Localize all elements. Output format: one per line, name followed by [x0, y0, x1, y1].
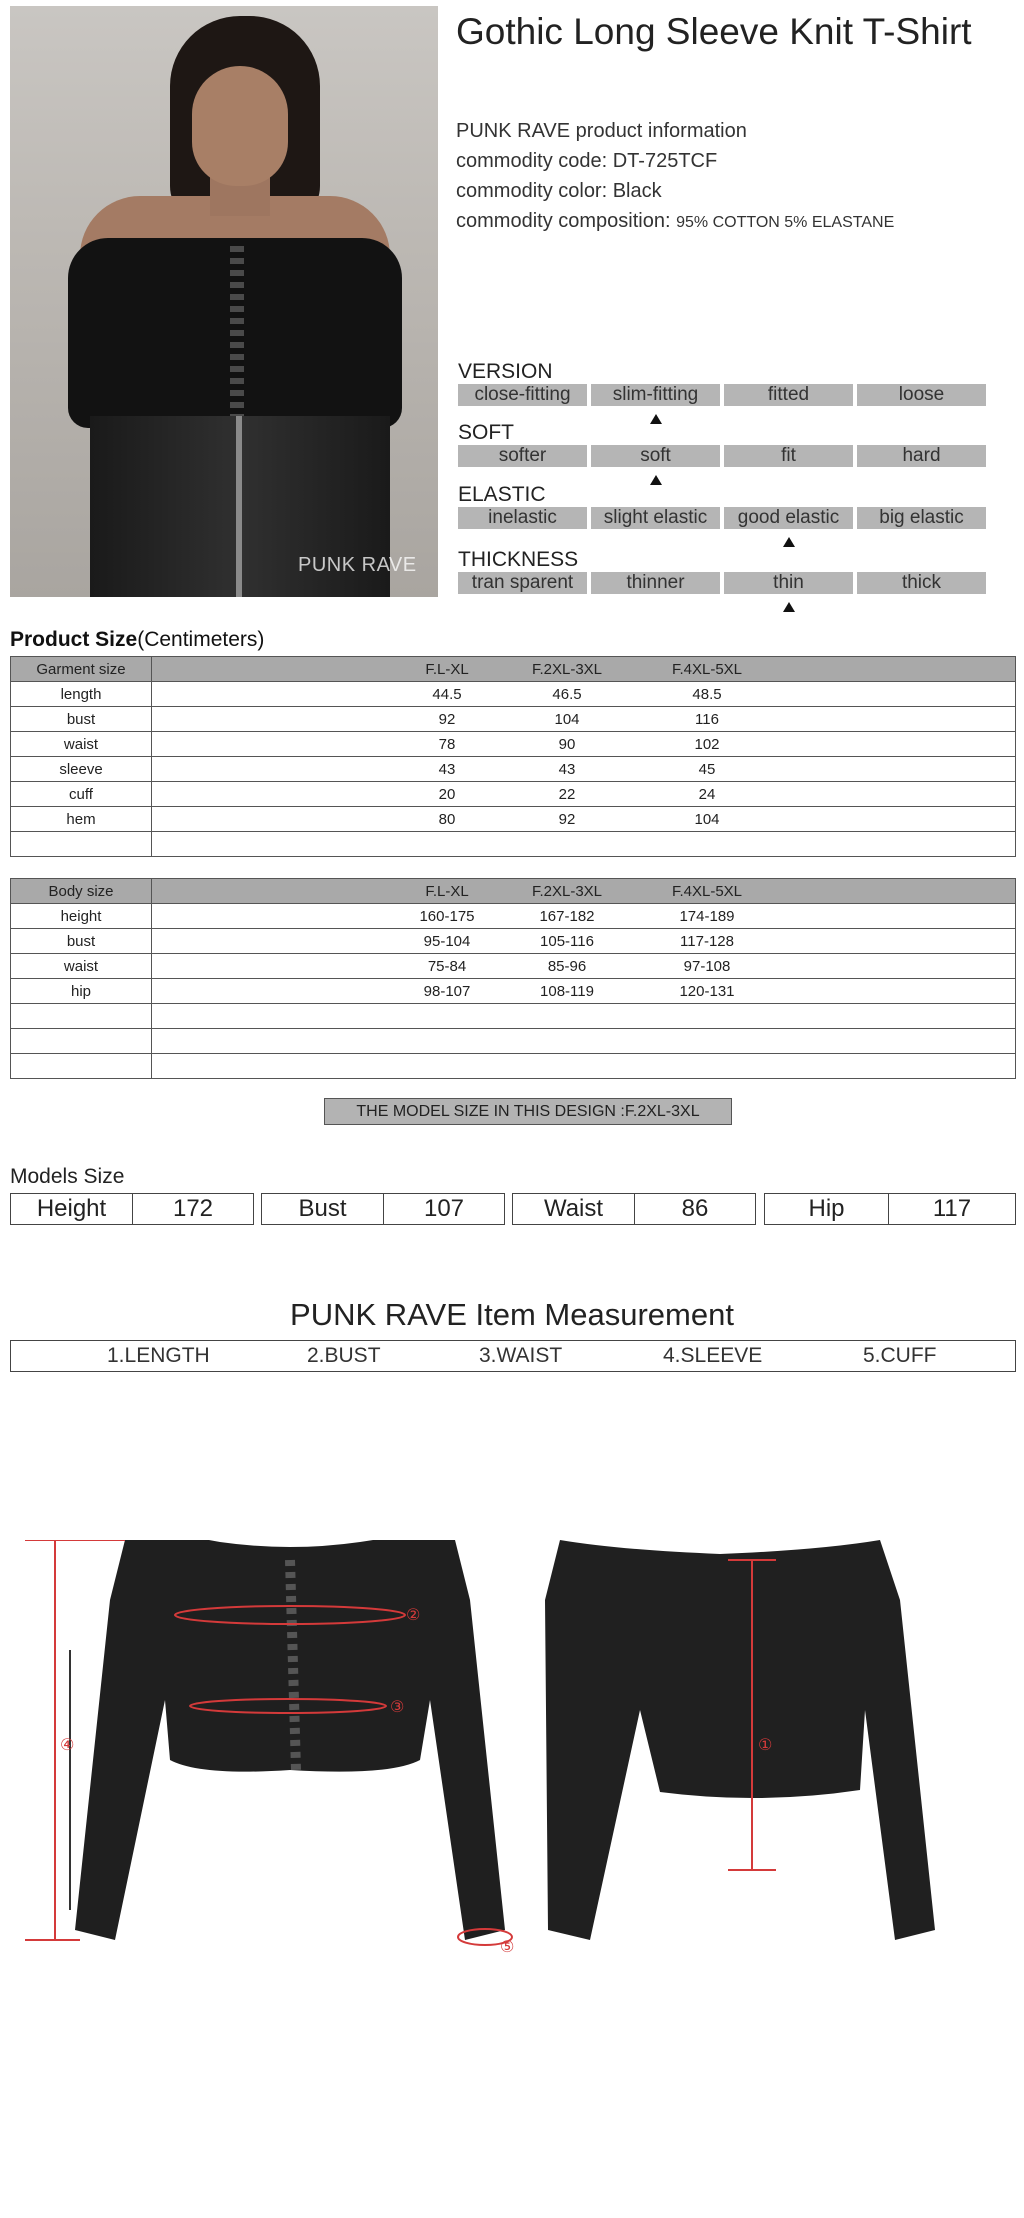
table-header-sizes: F.L-XL F.2XL-3XL F.4XL-5XL	[152, 879, 1016, 904]
measurement-legend	[10, 1340, 1016, 1372]
selected-marker-icon	[783, 602, 795, 612]
model-hip: Hip 117	[764, 1193, 1016, 1225]
table-header-row	[11, 657, 1016, 682]
table-row: bust 92 104 116	[11, 707, 1016, 732]
info-heading: PUNK RAVE product information	[456, 120, 747, 142]
commodity-composition: commodity composition: 95% COTTON 5% ELASTANE	[456, 210, 895, 232]
product-title: Gothic Long Sleeve Knit T-Shirt	[456, 11, 972, 52]
table-header-label: Body size	[11, 879, 152, 904]
attribute-option: big elastic	[857, 507, 986, 529]
measurement-diagram	[0, 1540, 1024, 1980]
attribute-option: inelastic	[458, 507, 587, 529]
marker-bust: ②	[406, 1605, 421, 1624]
legend-sleeve: 4.SLEEVE	[663, 1344, 763, 1367]
skirt-zip	[236, 416, 242, 597]
model-waist: Waist 86	[512, 1193, 756, 1225]
attribute-option: soft	[591, 445, 720, 467]
marker-sleeve: ④	[60, 1735, 75, 1754]
attribute-option: softer	[458, 445, 587, 467]
garment-size-table	[10, 656, 1016, 857]
model-bust: Bust 107	[261, 1193, 505, 1225]
garment-back	[545, 1540, 935, 1940]
table-row: waist 78 90 102	[11, 732, 1016, 757]
attribute-option: slight elastic	[591, 507, 720, 529]
table-header-label: Garment size	[11, 657, 152, 682]
table-row: hem 80 92 104	[11, 807, 1016, 832]
attribute-elastic	[458, 483, 988, 529]
marker-cuff: ⑤	[500, 1937, 515, 1956]
legend-length: 1.LENGTH	[107, 1344, 210, 1367]
product-photo	[10, 6, 438, 597]
attribute-option: hard	[857, 445, 986, 467]
product-size-heading: Product Size(Centimeters)	[10, 628, 265, 651]
lace-detail	[230, 246, 244, 426]
attribute-option: loose	[857, 384, 986, 406]
table-row: length 44.5 46.5 48.5	[11, 682, 1016, 707]
legend-bust: 2.BUST	[307, 1344, 381, 1367]
measurement-title: PUNK RAVE Item Measurement	[290, 1297, 734, 1332]
model-height: Height 172	[10, 1193, 254, 1225]
attribute-option: thin	[724, 572, 853, 594]
attribute-option: fitted	[724, 384, 853, 406]
table-row-empty	[11, 1029, 1016, 1054]
commodity-code: commodity code: DT-725TCF	[456, 150, 718, 172]
table-row-empty	[11, 1054, 1016, 1079]
attribute-option: thick	[857, 572, 986, 594]
table-header-sizes: F.L-XL F.2XL-3XL F.4XL-5XL	[152, 657, 1016, 682]
attribute-thickness	[458, 548, 988, 594]
attribute-label: ELASTIC	[458, 483, 546, 506]
attribute-label: THICKNESS	[458, 548, 579, 571]
attribute-soft	[458, 421, 988, 467]
body-size-table	[10, 878, 1016, 1079]
table-row: bust 95-104 105-116 117-128	[11, 929, 1016, 954]
attribute-option: fit	[724, 445, 853, 467]
legend-cuff: 5.CUFF	[863, 1344, 937, 1367]
attribute-option: thinner	[591, 572, 720, 594]
attribute-version	[458, 360, 988, 406]
attribute-label: VERSION	[458, 360, 553, 383]
attribute-option: tran sparent	[458, 572, 587, 594]
models-size-label: Models Size	[10, 1165, 125, 1188]
selected-marker-icon	[783, 537, 795, 547]
attribute-label: SOFT	[458, 421, 514, 444]
legend-waist: 3.WAIST	[479, 1344, 563, 1367]
table-row-empty	[11, 832, 1016, 857]
table-row: cuff 20 22 24	[11, 782, 1016, 807]
model-size-note: THE MODEL SIZE IN THIS DESIGN :F.2XL-3XL	[324, 1098, 732, 1125]
model-face	[192, 66, 288, 186]
attribute-option: good elastic	[724, 507, 853, 529]
product-info	[456, 116, 894, 238]
table-header-row	[11, 879, 1016, 904]
marker-length: ①	[758, 1735, 773, 1754]
table-row-empty	[11, 1004, 1016, 1029]
table-row: hip 98-107 108-119 120-131	[11, 979, 1016, 1004]
marker-waist: ③	[390, 1697, 405, 1716]
attribute-option: close-fitting	[458, 384, 587, 406]
table-row: waist 75-84 85-96 97-108	[11, 954, 1016, 979]
photo-watermark: PUNK RAVE	[298, 554, 417, 576]
garment-front	[70, 1540, 505, 1940]
table-row: sleeve 43 43 45	[11, 757, 1016, 782]
commodity-color: commodity color: Black	[456, 180, 662, 202]
table-row: height 160-175 167-182 174-189	[11, 904, 1016, 929]
attribute-option: slim-fitting	[591, 384, 720, 406]
